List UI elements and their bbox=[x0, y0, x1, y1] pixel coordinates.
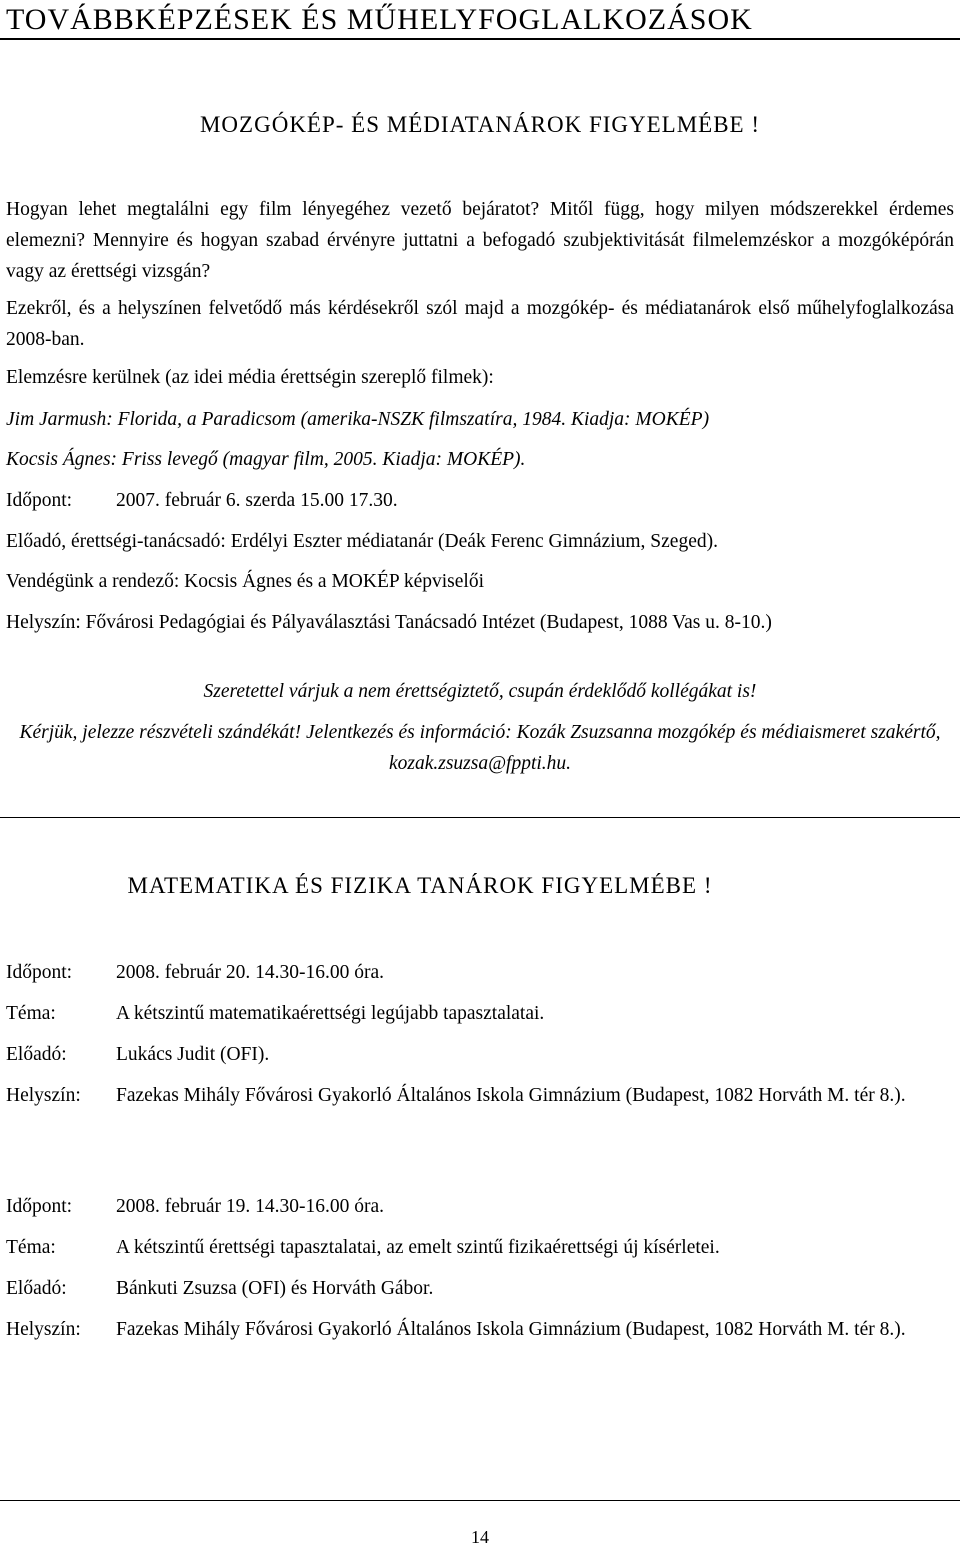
event2-time-label: Időpont: bbox=[6, 1196, 73, 1217]
event2-presenter-value: Bánkuti Zsuzsa (OFI) és Horváth Gábor. bbox=[116, 1278, 434, 1299]
section-title-media: MOZGÓKÉP- ÉS MÉDIATANÁROK FIGYELMÉBE ! bbox=[199, 112, 761, 137]
time-label: Időpont: bbox=[6, 490, 73, 511]
page-number: 14 bbox=[471, 1527, 489, 1547]
film-item-friss-levego: Kocsis Ágnes: Friss levegő (magyar film, 2005. Kiadja: MOKÉP). bbox=[6, 449, 526, 470]
section-title-math-physics: MATEMATIKA ÉS FIZIKA TANÁROK FIGYELMÉBE ! bbox=[127, 873, 713, 898]
presenter-line: Előadó, érettségi-tanácsadó: Erdélyi Eszter médiatanár (Deák Ferenc Gimnázium, Szeged). bbox=[6, 531, 718, 552]
event2-presenter-label: Előadó: bbox=[6, 1278, 67, 1299]
event2-place-value: Fazekas Mihály Fővárosi Gyakorló Általános Iskola Gimnázium (Budapest, 1082 Horváth M. tér 8.). bbox=[116, 1319, 906, 1340]
films-intro: Elemzésre kerülnek (az idei média érettségin szereplő filmek): bbox=[6, 367, 494, 388]
place-value: Fővárosi Pedagógiai és Pályaválasztási Tanácsadó Intézet (Budapest, 1088 Vas u. 8-10.) bbox=[85, 612, 772, 633]
time-value: 2007. február 6. szerda 15.00 17.30. bbox=[116, 490, 398, 511]
welcome-line: Szeretettel várjuk a nem érettségiztető, csupán érdeklődő kollégákat is! bbox=[203, 681, 757, 702]
header-rule bbox=[0, 38, 960, 40]
place-row bbox=[6, 607, 954, 638]
guest-line: Vendégünk a rendező: Kocsis Ágnes és a MOKÉP képviselői bbox=[6, 571, 485, 592]
event1-time-value: 2008. február 20. 14.30-16.00 óra. bbox=[116, 962, 385, 983]
event2-place-label: Helyszín: bbox=[6, 1319, 81, 1340]
workshop-paragraph: Ezekről, és a helyszínen felvetődő más kérdésekről szól majd a mozgókép- és médiatanárok első műhelyfoglalkozása 2008-ban. bbox=[6, 298, 954, 350]
film-item-florida: Jim Jarmush: Florida, a Paradicsom (amerika-NSZK filmszatíra, 1984. Kiadja: MOKÉP) bbox=[6, 409, 710, 430]
place-label: Helyszín: bbox=[6, 612, 81, 633]
event1-time-label: Időpont: bbox=[6, 962, 73, 983]
event1-topic-label: Téma: bbox=[6, 1003, 56, 1024]
event2-topic-label: Téma: bbox=[6, 1237, 56, 1258]
event2-time-value: 2008. február 19. 14.30-16.00 óra. bbox=[116, 1196, 385, 1217]
registration-info: Kérjük, jelezze részvételi szándékát! Jelentkezés és információ: Kozák Zsuzsanna mozgókép és médiaismeret szakértő, kozak.zsuzsa@fppti.hu. bbox=[19, 722, 941, 774]
footer-rule bbox=[0, 1500, 960, 1501]
event1-place-value: Fazekas Mihály Fővárosi Gyakorló Általános Iskola Gimnázium (Budapest, 1082 Horváth M. tér 8.). bbox=[116, 1085, 906, 1106]
event2-topic-value: A kétszintű érettségi tapasztalatai, az emelt szintű fizikaérettségi új kísérletei. bbox=[116, 1237, 720, 1258]
event1-presenter-label: Előadó: bbox=[6, 1044, 67, 1065]
page-header-title: TOVÁBBKÉPZÉSEK ÉS MŰHELYFOGLALKOZÁSOK bbox=[6, 3, 753, 36]
event1-presenter-value: Lukács Judit (OFI). bbox=[116, 1044, 270, 1065]
section-divider bbox=[0, 817, 960, 818]
event1-place-label: Helyszín: bbox=[6, 1085, 81, 1106]
intro-paragraph: Hogyan lehet megtalálni egy film lényegéhez vezető bejáratot? Mitől függ, hogy milyen módszerekkel érdemes elemezni? Mennyire és hogyan szabad érvényre juttatni a befogadó szubjektivitását filmelemzéskor a mozgóképórán vagy az érettségi vizsgán? bbox=[6, 199, 954, 282]
event1-topic-value: A kétszintű matematikaérettségi legújabb tapasztalatai. bbox=[116, 1003, 545, 1024]
